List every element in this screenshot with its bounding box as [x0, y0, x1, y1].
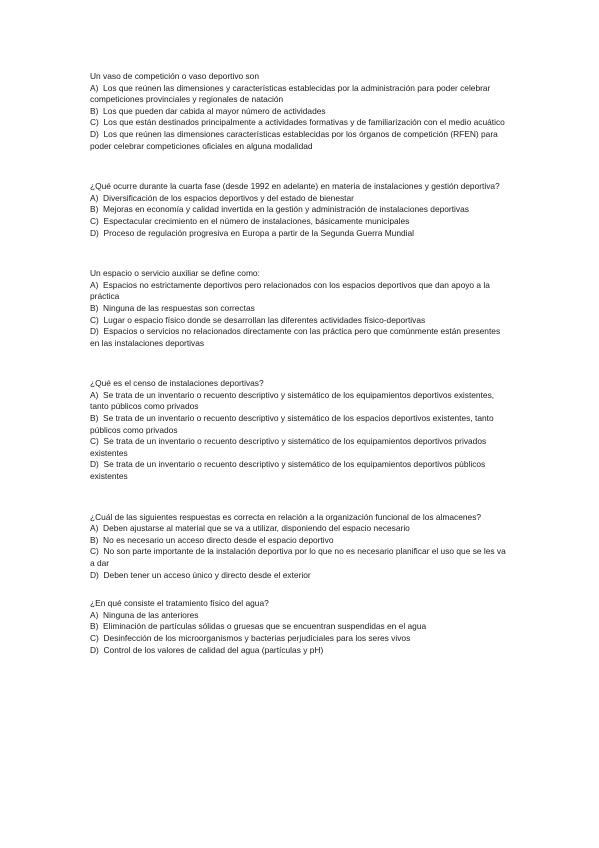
option-item — [90, 535, 510, 547]
option-item — [90, 546, 510, 569]
option-letter: B) — [90, 534, 99, 545]
option-item — [90, 83, 510, 106]
option-item — [90, 117, 510, 129]
option-letter: A) — [90, 279, 99, 290]
question-block — [90, 268, 510, 349]
option-item — [90, 621, 510, 633]
option-letter: B) — [90, 413, 99, 424]
option-letter: C) — [90, 546, 99, 557]
option-item — [90, 326, 510, 349]
option-text: Espacios o servicios no relacionados directamente con las práctica pero que comúnmente están presentes en las instalaciones deportivas — [90, 326, 501, 348]
option-item — [90, 204, 510, 216]
option-item — [90, 228, 510, 240]
question-text: ¿Qué ocurre durante la cuarta fase (desde 1992 en adelante) en materia de instalaciones y gestión deportiva? — [90, 181, 500, 192]
question-text: ¿Cuál de las siguientes respuestas es correcta en relación a la organización funcional de los almacenes? — [90, 511, 482, 522]
option-item — [90, 390, 510, 413]
option-letter: A) — [90, 389, 99, 400]
question-block — [90, 512, 510, 582]
option-text: Ninguna de las anteriores — [103, 609, 199, 620]
option-text: Mejoras en economía y calidad invertida en la gestión y administración de instalaciones deportivas — [103, 204, 469, 215]
option-letter: C) — [90, 436, 99, 447]
option-letter: B) — [90, 105, 99, 116]
option-list — [90, 193, 510, 239]
option-letter: D) — [90, 326, 99, 337]
option-text: Ninguna de las respuestas son correctas — [103, 302, 255, 313]
question-text: ¿Qué es el censo de instalaciones deportivas? — [90, 378, 264, 389]
option-text: Los que reúnen las dimensiones y características establecidas por la administración para poder celebrar competiciones provinciales y regionales de natación — [90, 82, 491, 105]
option-text: Se trata de un inventario o recuento descriptivo y sistemático de los equipamientos deportivos existentes, tanto públicos como privados — [90, 389, 495, 412]
option-letter: D) — [90, 459, 99, 470]
option-list — [90, 83, 510, 153]
option-item — [90, 570, 510, 582]
option-text: Eliminación de partículas sólidas o gruesas que se encuentran suspendidas en el agua — [103, 621, 427, 632]
option-letter: A) — [90, 82, 99, 93]
option-letter: C) — [90, 314, 99, 325]
option-list — [90, 390, 510, 483]
option-text: No son parte importante de la instalación deportiva por lo que no es necesario planificar el uso que se les va a dar — [90, 546, 506, 568]
option-item — [90, 216, 510, 228]
option-letter: D) — [90, 569, 99, 580]
option-text: Diversificación de los espacios deportivos y del estado de bienestar — [103, 192, 354, 203]
option-letter: A) — [90, 523, 99, 534]
option-text: Desinfección de los microorganismos y bacterias perjudiciales para los seres vivos — [103, 632, 411, 643]
option-item — [90, 193, 510, 205]
option-list — [90, 280, 510, 350]
option-text: Control de los valores de calidad del agua (partículas y pH) — [103, 644, 324, 655]
option-letter: D) — [90, 227, 99, 238]
option-letter: B) — [90, 621, 99, 632]
option-item — [90, 315, 510, 327]
option-item — [90, 610, 510, 622]
question-text: Un espacio o servicio auxiliar se define como: — [90, 268, 260, 279]
option-text: Se trata de un inventario o recuento descriptivo y sistemático de los equipamientos deportivos privados existentes — [90, 436, 487, 458]
option-letter: A) — [90, 609, 99, 620]
option-item — [90, 106, 510, 118]
option-text: Los que pueden dar cabida al mayor número de actividades — [103, 105, 326, 116]
option-text: Proceso de regulación progresiva en Europa a partir de la Segunda Guerra Mundial — [103, 227, 415, 238]
option-letter: B) — [90, 302, 99, 313]
option-letter: D) — [90, 128, 99, 139]
question-list — [90, 71, 510, 656]
option-item — [90, 303, 510, 315]
question-block — [90, 71, 510, 152]
option-list — [90, 523, 510, 581]
option-item — [90, 436, 510, 459]
option-item — [90, 633, 510, 645]
option-item — [90, 129, 510, 152]
option-letter: D) — [90, 644, 99, 655]
option-item — [90, 645, 510, 657]
option-letter: A) — [90, 192, 99, 203]
option-item — [90, 523, 510, 535]
option-text: Deben ajustarse al material que se va a utilizar, disponiendo del espacio necesario — [103, 523, 410, 534]
option-item — [90, 280, 510, 303]
option-letter: C) — [90, 632, 99, 643]
option-text: Espectacular crecimiento en el número de instalaciones, básicamente municipales — [103, 215, 410, 226]
option-text: Espacios no estrictamente deportivos pero relacionados con los espacios deportivos que dan apoyo a la práctica — [90, 279, 490, 302]
question-block — [90, 378, 510, 482]
option-item — [90, 459, 510, 482]
option-letter: C) — [90, 117, 99, 128]
option-letter: C) — [90, 215, 99, 226]
option-item — [90, 413, 510, 436]
option-text: Se trata de un inventario o recuento descriptivo y sistemático de los espacios deportivos existentes, tanto públicos como privados — [90, 413, 494, 435]
question-text: Un vaso de competición o vaso deportivo son — [90, 71, 259, 81]
option-text: Los que están destinados principalmente a actividades formativas y de familiarización con el medio acuático — [103, 117, 505, 128]
option-text: Se trata de un inventario o recuento descriptivo y sistemático de los equipamientos deportivos públicos existentes — [90, 459, 486, 482]
option-text: No es necesario un acceso directo desde el espacio deportivo — [103, 534, 334, 545]
option-text: Los que reúnen las dimensiones características establecidas por los órganos de competición (RFEN) para poder celebrar competiciones oficiales en alguna modalidad — [90, 128, 498, 151]
option-text: Deben tener un acceso único y directo desde el exterior — [103, 569, 311, 580]
question-text: ¿En qué consiste el tratamiento físico del agua? — [90, 598, 269, 609]
question-block — [90, 598, 510, 656]
option-letter: B) — [90, 204, 99, 215]
option-list — [90, 610, 510, 656]
question-block — [90, 181, 510, 239]
option-text: Lugar o espacio físico donde se desarrollan las diferentes actividades físico-deportivas — [103, 314, 426, 325]
